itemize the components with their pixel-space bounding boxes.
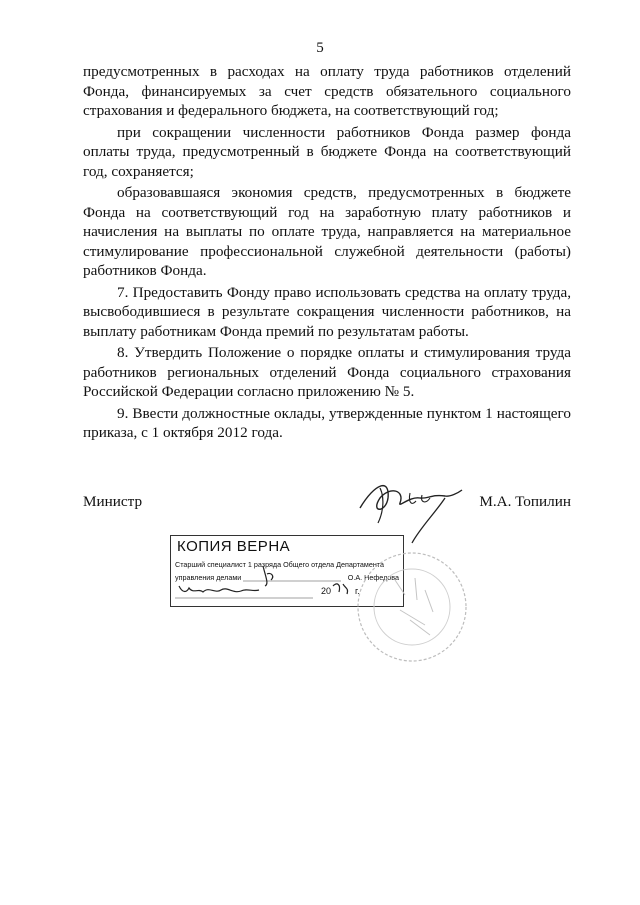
paragraph-continuation: предусмотренных в расходах на оплату труда работников отделений Фонда, финансируемых за счет средств обязательного социального страхования и федерального бюджета, на соответствующий год; — [83, 63, 571, 119]
paragraph-item-9: 9. Ввести должностные оклады, утвержденные пунктом 1 настоящего приказа, с 1 октября 2012 года. — [83, 404, 571, 441]
page-number: 5 — [316, 40, 324, 56]
signer-name: М.А. Топилин — [479, 493, 571, 510]
stamp-clerk-name: О.А. Нефедова — [347, 573, 399, 582]
stamp-position-line: Старший специалист 1 разряда Общего отдела Департамента — [175, 560, 385, 569]
document-body — [83, 62, 571, 445]
paragraph-item-8: 8. Утвердить Положение о порядке оплаты и стимулирования труда работников региональных отделений Фонда социального страхования Российской Федерации согласно приложению № 5. — [83, 344, 571, 400]
stamp-year-prefix: 20 — [321, 586, 332, 596]
stamp-department-label: управления делами — [175, 573, 242, 582]
paragraph-savings: образовавшаяся экономия средств, предусмотренных в бюджете Фонда на соответствующий год на заработную плату работников и начисления на выплаты по оплате труда, направляется на материальное стимулирование профессиональной служебной деятельности (работы) работников Фонда. — [83, 184, 571, 279]
paragraph-item-7: 7. Предоставить Фонду право использовать средства на оплату труда, высвободившиеся в результате сокращения численности работников, на выплату работникам Фонда премий по результатам работы. — [83, 283, 571, 340]
stamp-title: КОПИЯ ВЕРНА — [177, 538, 291, 555]
official-seal-icon — [355, 550, 470, 665]
signer-position: Министр — [83, 493, 143, 510]
stamp-year-suffix: г. — [355, 586, 360, 596]
paragraph-staff-reduction: при сокращении численности работников Фонда размер фонда оплаты труда, предусмотренный в бюджете Фонда на соответствующий год, сохраняется; — [83, 123, 571, 180]
